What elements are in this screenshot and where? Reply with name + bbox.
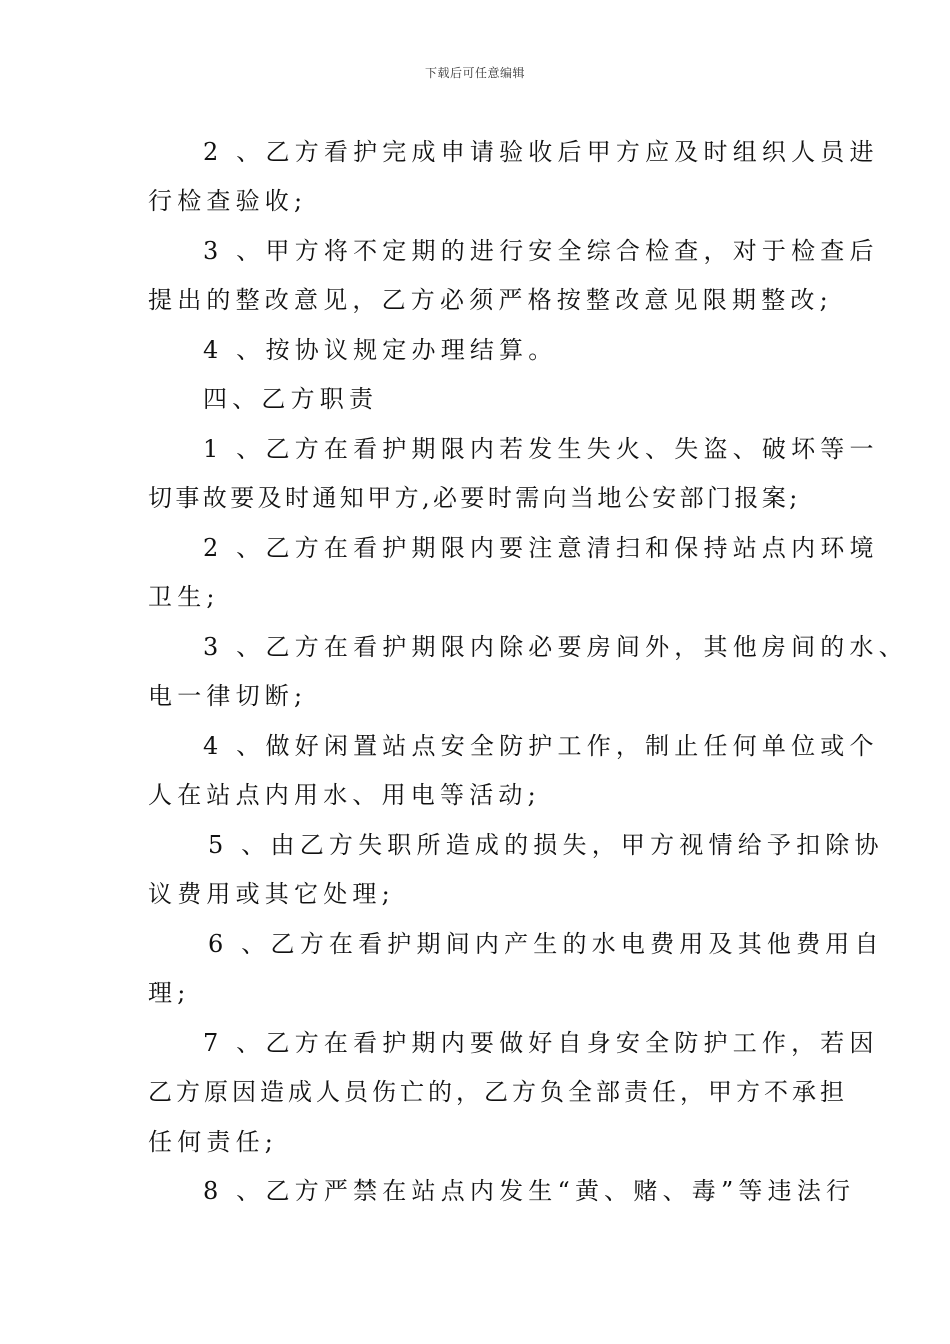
paragraph-line: 6 、乙方在看护期间内产生的水电费用及其他费用自 [208, 930, 884, 958]
paragraph-line: 行检查验收; [148, 187, 308, 215]
paragraph-line: 3 、乙方在看护期限内除必要房间外，其他房间的水、 [203, 633, 908, 661]
paragraph-line: 3 、甲方将不定期的进行安全综合检查，对于检查后 [203, 237, 879, 265]
paragraph-line: 7 、乙方在看护期内要做好自身安全防护工作，若因 [203, 1029, 879, 1057]
paragraph-line: 2 、乙方看护完成申请验收后甲方应及时组织人员进 [203, 138, 879, 166]
paragraph-line: 人在站点内用水、用电等活动; [148, 781, 541, 809]
paragraph-line: 5 、由乙方失职所造成的损失，甲方视情给予扣除协 [208, 831, 884, 859]
page-header: 下载后可任意编辑 [424, 66, 525, 80]
paragraph-line: 理; [148, 979, 191, 1007]
paragraph-line: 任何责任; [148, 1128, 279, 1156]
paragraph-line: 提出的整改意见，乙方必须严格按整改意见限期整改; [148, 286, 833, 314]
paragraph-line: 切事故要及时通知甲方,必要时需向当地公安部门报案; [148, 484, 801, 512]
paragraph-line: 4 、按协议规定办理结算。 [203, 336, 558, 364]
paragraph-line: 电一律切断; [148, 682, 308, 710]
paragraph-line: 2 、乙方在看护期限内要注意清扫和保持站点内环境 [203, 534, 879, 562]
paragraph-line: 议费用或其它处理; [148, 880, 395, 908]
paragraph-line: 乙方原因造成人员伤亡的，乙方负全部责任，甲方不承担 [148, 1078, 848, 1106]
paragraph-line: 8 、乙方严禁在站点内发生“黄、赌、毒”等违法行 [203, 1177, 856, 1205]
paragraph-line: 4 、做好闲置站点安全防护工作，制止任何单位或个 [203, 732, 879, 760]
paragraph-line: 卫生; [148, 583, 220, 611]
paragraph-line: 1 、乙方在看护期限内若发生失火、失盗、破坏等一 [203, 435, 879, 463]
section-heading: 四、乙方职责 [203, 385, 379, 413]
